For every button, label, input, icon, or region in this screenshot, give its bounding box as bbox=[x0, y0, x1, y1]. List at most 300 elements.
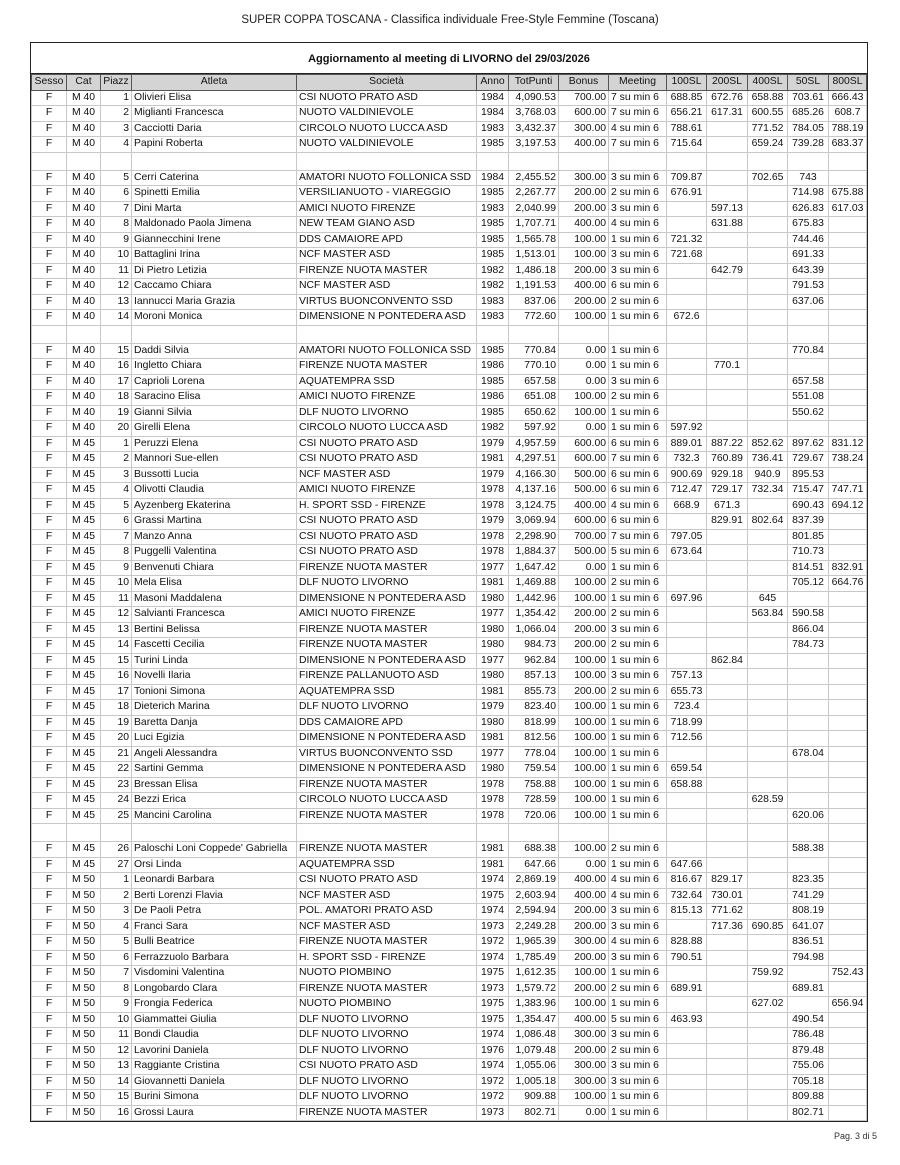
cell-bonus: 100.00 bbox=[559, 762, 609, 778]
cell-meeting: 6 su min 6 bbox=[609, 436, 667, 452]
cell-societa: DLF NUOTO LIVORNO bbox=[297, 1043, 477, 1059]
cell-200sl bbox=[707, 1090, 748, 1106]
cell-meeting: 3 su min 6 bbox=[609, 669, 667, 685]
cell-50sl bbox=[788, 152, 829, 170]
cell-cat: M 45 bbox=[67, 700, 101, 716]
cell-800sl: 666.43 bbox=[829, 90, 867, 106]
cell-totpunti: 1,079.48 bbox=[509, 1043, 559, 1059]
cell-100sl: 658.88 bbox=[667, 777, 707, 793]
cell-anno: 1974 bbox=[477, 904, 509, 920]
cell-800sl bbox=[829, 700, 867, 716]
cell-800sl bbox=[829, 746, 867, 762]
cell-piazz: 22 bbox=[101, 762, 132, 778]
cell-200sl: 862.84 bbox=[707, 653, 748, 669]
cell-societa: NCF MASTER ASD bbox=[297, 919, 477, 935]
cell-50sl: 685.26 bbox=[788, 106, 829, 122]
cell-anno bbox=[477, 325, 509, 343]
cell-societa: FIRENZE NUOTA MASTER bbox=[297, 1105, 477, 1121]
cell-meeting: 1 su min 6 bbox=[609, 232, 667, 248]
cell-societa: AMICI NUOTO FIRENZE bbox=[297, 201, 477, 217]
cell-societa: CSI NUOTO PRATO ASD bbox=[297, 545, 477, 561]
cell-anno: 1980 bbox=[477, 591, 509, 607]
cell-200sl bbox=[707, 1059, 748, 1075]
cell-meeting: 1 su min 6 bbox=[609, 310, 667, 326]
cell-totpunti: 962.84 bbox=[509, 653, 559, 669]
column-header-100sl: 100SL bbox=[667, 75, 707, 91]
cell-anno: 1978 bbox=[477, 777, 509, 793]
cell-anno: 1973 bbox=[477, 981, 509, 997]
cell-200sl bbox=[707, 1074, 748, 1090]
cell-bonus bbox=[559, 152, 609, 170]
cell-200sl bbox=[707, 545, 748, 561]
cell-societa: CSI NUOTO PRATO ASD bbox=[297, 529, 477, 545]
spacer-row bbox=[32, 325, 867, 343]
table-row bbox=[32, 591, 867, 607]
cell-totpunti: 909.88 bbox=[509, 1090, 559, 1106]
cell-400sl bbox=[748, 873, 788, 889]
cell-sesso: F bbox=[32, 263, 67, 279]
cell-200sl: 717.36 bbox=[707, 919, 748, 935]
cell-100sl: 788.61 bbox=[667, 121, 707, 137]
cell-atleta: Giammattei Giulia bbox=[132, 1012, 297, 1028]
table-row bbox=[32, 808, 867, 824]
cell-50sl: 791.53 bbox=[788, 279, 829, 295]
cell-200sl bbox=[707, 607, 748, 623]
cell-societa: AMICI NUOTO FIRENZE bbox=[297, 607, 477, 623]
cell-piazz bbox=[101, 824, 132, 842]
cell-societa: AMICI NUOTO FIRENZE bbox=[297, 483, 477, 499]
cell-atleta: Bertini Belissa bbox=[132, 622, 297, 638]
table-row bbox=[32, 106, 867, 122]
cell-cat: M 40 bbox=[67, 390, 101, 406]
cell-100sl bbox=[667, 1028, 707, 1044]
cell-50sl bbox=[788, 310, 829, 326]
cell-totpunti: 1,785.49 bbox=[509, 950, 559, 966]
cell-sesso: F bbox=[32, 529, 67, 545]
cell-anno: 1977 bbox=[477, 653, 509, 669]
cell-societa: FIRENZE NUOTA MASTER bbox=[297, 359, 477, 375]
cell-piazz: 5 bbox=[101, 935, 132, 951]
cell-bonus: 100.00 bbox=[559, 576, 609, 592]
cell-800sl bbox=[829, 1012, 867, 1028]
cell-atleta: Salvianti Francesca bbox=[132, 607, 297, 623]
table-row bbox=[32, 1028, 867, 1044]
cell-meeting: 7 su min 6 bbox=[609, 137, 667, 153]
cell-anno: 1984 bbox=[477, 170, 509, 186]
cell-societa: NUOTO VALDINIEVOLE bbox=[297, 137, 477, 153]
table-row bbox=[32, 607, 867, 623]
cell-anno: 1972 bbox=[477, 935, 509, 951]
cell-societa: FIRENZE NUOTA MASTER bbox=[297, 638, 477, 654]
cell-sesso: F bbox=[32, 294, 67, 310]
cell-totpunti: 2,040.99 bbox=[509, 201, 559, 217]
header-row bbox=[32, 75, 867, 91]
cell-atleta: Mancini Carolina bbox=[132, 808, 297, 824]
cell-100sl bbox=[667, 607, 707, 623]
cell-200sl: 671.3 bbox=[707, 498, 748, 514]
cell-bonus: 0.00 bbox=[559, 857, 609, 873]
cell-meeting: 1 su min 6 bbox=[609, 762, 667, 778]
cell-atleta: Battaglini Irina bbox=[132, 248, 297, 264]
table-row bbox=[32, 715, 867, 731]
cell-400sl bbox=[748, 405, 788, 421]
cell-piazz: 25 bbox=[101, 808, 132, 824]
cell-totpunti: 728.59 bbox=[509, 793, 559, 809]
cell-anno bbox=[477, 152, 509, 170]
cell-societa: H. SPORT SSD - FIRENZE bbox=[297, 498, 477, 514]
cell-totpunti: 1,965.39 bbox=[509, 935, 559, 951]
cell-sesso: F bbox=[32, 607, 67, 623]
cell-sesso: F bbox=[32, 793, 67, 809]
cell-800sl: 788.19 bbox=[829, 121, 867, 137]
cell-meeting: 1 su min 6 bbox=[609, 700, 667, 716]
table-row bbox=[32, 935, 867, 951]
column-header-sesso: Sesso bbox=[32, 75, 67, 91]
cell-piazz: 15 bbox=[101, 653, 132, 669]
subtitle-prefix: Aggiornamento al meeting di bbox=[308, 53, 463, 65]
cell-cat: M 50 bbox=[67, 1090, 101, 1106]
cell-meeting: 2 su min 6 bbox=[609, 390, 667, 406]
cell-cat: M 45 bbox=[67, 808, 101, 824]
cell-piazz: 7 bbox=[101, 529, 132, 545]
cell-400sl bbox=[748, 1074, 788, 1090]
cell-societa: FIRENZE NUOTA MASTER bbox=[297, 935, 477, 951]
cell-societa: FIRENZE NUOTA MASTER bbox=[297, 622, 477, 638]
cell-societa: AMATORI NUOTO FOLLONICA SSD bbox=[297, 343, 477, 359]
cell-atleta: Girelli Elena bbox=[132, 421, 297, 437]
cell-200sl bbox=[707, 857, 748, 873]
cell-sesso: F bbox=[32, 560, 67, 576]
table-row bbox=[32, 777, 867, 793]
cell-100sl: 697.96 bbox=[667, 591, 707, 607]
cell-50sl bbox=[788, 591, 829, 607]
cell-sesso: F bbox=[32, 622, 67, 638]
cell-800sl bbox=[829, 793, 867, 809]
cell-800sl: 831.12 bbox=[829, 436, 867, 452]
cell-societa: DIMENSIONE N PONTEDERA ASD bbox=[297, 762, 477, 778]
cell-50sl bbox=[788, 700, 829, 716]
cell-200sl bbox=[707, 152, 748, 170]
cell-atleta: Bondi Claudia bbox=[132, 1028, 297, 1044]
cell-50sl: 801.85 bbox=[788, 529, 829, 545]
table-row bbox=[32, 919, 867, 935]
cell-50sl: 897.62 bbox=[788, 436, 829, 452]
cell-atleta: Longobardo Clara bbox=[132, 981, 297, 997]
cell-800sl bbox=[829, 919, 867, 935]
cell-meeting: 1 su min 6 bbox=[609, 1090, 667, 1106]
cell-400sl: 702.65 bbox=[748, 170, 788, 186]
cell-anno: 1981 bbox=[477, 857, 509, 873]
cell-800sl bbox=[829, 374, 867, 390]
cell-400sl: 940.9 bbox=[748, 467, 788, 483]
cell-societa: CSI NUOTO PRATO ASD bbox=[297, 436, 477, 452]
table-row bbox=[32, 888, 867, 904]
cell-800sl bbox=[829, 731, 867, 747]
cell-800sl bbox=[829, 669, 867, 685]
cell-anno: 1972 bbox=[477, 1090, 509, 1106]
cell-200sl bbox=[707, 1043, 748, 1059]
cell-anno: 1973 bbox=[477, 1105, 509, 1121]
cell-atleta: Moroni Monica bbox=[132, 310, 297, 326]
cell-anno: 1978 bbox=[477, 529, 509, 545]
column-header-anno: Anno bbox=[477, 75, 509, 91]
table-row bbox=[32, 467, 867, 483]
cell-meeting: 2 su min 6 bbox=[609, 842, 667, 858]
cell-societa: NCF MASTER ASD bbox=[297, 888, 477, 904]
cell-50sl: 808.19 bbox=[788, 904, 829, 920]
cell-800sl bbox=[829, 170, 867, 186]
cell-piazz: 11 bbox=[101, 1028, 132, 1044]
cell-piazz: 12 bbox=[101, 607, 132, 623]
cell-50sl: 755.06 bbox=[788, 1059, 829, 1075]
cell-meeting: 3 su min 6 bbox=[609, 263, 667, 279]
cell-anno: 1985 bbox=[477, 405, 509, 421]
cell-800sl bbox=[829, 529, 867, 545]
cell-800sl: 738.24 bbox=[829, 452, 867, 468]
cell-societa: NUOTO PIOMBINO bbox=[297, 966, 477, 982]
cell-800sl bbox=[829, 857, 867, 873]
cell-anno: 1980 bbox=[477, 669, 509, 685]
cell-totpunti: 2,249.28 bbox=[509, 919, 559, 935]
cell-sesso: F bbox=[32, 777, 67, 793]
cell-sesso: F bbox=[32, 950, 67, 966]
cell-atleta: Dini Marta bbox=[132, 201, 297, 217]
cell-meeting: 7 su min 6 bbox=[609, 106, 667, 122]
cell-100sl: 715.64 bbox=[667, 137, 707, 153]
cell-200sl bbox=[707, 808, 748, 824]
cell-100sl: 757.13 bbox=[667, 669, 707, 685]
cell-cat: M 40 bbox=[67, 294, 101, 310]
cell-100sl: 709.87 bbox=[667, 170, 707, 186]
document-title: SUPER COPPA TOSCANA - Classifica individuale Free-Style Femmine (Toscana) bbox=[241, 14, 659, 26]
cell-societa: FIRENZE PALLANUOTO ASD bbox=[297, 669, 477, 685]
column-header-800sl: 800SL bbox=[829, 75, 867, 91]
cell-bonus: 200.00 bbox=[559, 919, 609, 935]
cell-200sl bbox=[707, 186, 748, 202]
cell-meeting: 1 su min 6 bbox=[609, 966, 667, 982]
cell-cat: M 40 bbox=[67, 232, 101, 248]
cell-cat: M 40 bbox=[67, 279, 101, 295]
cell-800sl bbox=[829, 217, 867, 233]
cell-totpunti: 650.62 bbox=[509, 405, 559, 421]
cell-sesso: F bbox=[32, 232, 67, 248]
cell-cat: M 45 bbox=[67, 746, 101, 762]
cell-400sl bbox=[748, 981, 788, 997]
cell-200sl bbox=[707, 390, 748, 406]
cell-cat: M 45 bbox=[67, 498, 101, 514]
cell-800sl bbox=[829, 935, 867, 951]
cell-800sl bbox=[829, 421, 867, 437]
cell-400sl bbox=[748, 152, 788, 170]
cell-sesso: F bbox=[32, 669, 67, 685]
cell-piazz: 13 bbox=[101, 294, 132, 310]
cell-totpunti: 2,267.77 bbox=[509, 186, 559, 202]
cell-meeting: 1 su min 6 bbox=[609, 793, 667, 809]
cell-piazz: 8 bbox=[101, 217, 132, 233]
cell-400sl bbox=[748, 684, 788, 700]
cell-totpunti: 855.73 bbox=[509, 684, 559, 700]
cell-atleta: Bussotti Lucia bbox=[132, 467, 297, 483]
cell-sesso: F bbox=[32, 842, 67, 858]
cell-100sl bbox=[667, 294, 707, 310]
cell-atleta: Masoni Maddalena bbox=[132, 591, 297, 607]
cell-200sl bbox=[707, 137, 748, 153]
cell-atleta: Leonardi Barbara bbox=[132, 873, 297, 889]
cell-200sl bbox=[707, 824, 748, 842]
cell-cat: M 40 bbox=[67, 217, 101, 233]
column-header-400sl: 400SL bbox=[748, 75, 788, 91]
cell-400sl bbox=[748, 325, 788, 343]
cell-atleta: Caccamo Chiara bbox=[132, 279, 297, 295]
cell-societa: NUOTO PIOMBINO bbox=[297, 997, 477, 1013]
cell-cat bbox=[67, 325, 101, 343]
cell-800sl bbox=[829, 1090, 867, 1106]
cell-400sl bbox=[748, 777, 788, 793]
cell-sesso: F bbox=[32, 638, 67, 654]
cell-200sl bbox=[707, 777, 748, 793]
cell-piazz: 16 bbox=[101, 1105, 132, 1121]
cell-50sl: 823.35 bbox=[788, 873, 829, 889]
cell-100sl bbox=[667, 201, 707, 217]
cell-piazz: 8 bbox=[101, 981, 132, 997]
cell-50sl bbox=[788, 421, 829, 437]
cell-meeting: 1 su min 6 bbox=[609, 591, 667, 607]
table-row bbox=[32, 529, 867, 545]
table-row bbox=[32, 1105, 867, 1121]
cell-piazz: 16 bbox=[101, 669, 132, 685]
table-row bbox=[32, 137, 867, 153]
cell-cat: M 45 bbox=[67, 483, 101, 499]
cell-atleta: Sartini Gemma bbox=[132, 762, 297, 778]
cell-sesso: F bbox=[32, 436, 67, 452]
cell-bonus: 500.00 bbox=[559, 483, 609, 499]
cell-sesso: F bbox=[32, 653, 67, 669]
cell-100sl: 712.47 bbox=[667, 483, 707, 499]
cell-sesso: F bbox=[32, 981, 67, 997]
cell-totpunti: 1,469.88 bbox=[509, 576, 559, 592]
cell-anno: 1986 bbox=[477, 390, 509, 406]
table-row bbox=[32, 279, 867, 295]
cell-400sl: 600.55 bbox=[748, 106, 788, 122]
cell-cat: M 40 bbox=[67, 343, 101, 359]
cell-50sl: 814.51 bbox=[788, 560, 829, 576]
cell-meeting: 3 su min 6 bbox=[609, 248, 667, 264]
cell-anno: 1978 bbox=[477, 545, 509, 561]
cell-50sl: 551.08 bbox=[788, 390, 829, 406]
cell-anno: 1979 bbox=[477, 700, 509, 716]
cell-bonus: 600.00 bbox=[559, 452, 609, 468]
cell-cat: M 40 bbox=[67, 374, 101, 390]
cell-atleta: Saracino Elisa bbox=[132, 390, 297, 406]
cell-atleta: Peruzzi Elena bbox=[132, 436, 297, 452]
cell-meeting: 3 su min 6 bbox=[609, 1059, 667, 1075]
table-row bbox=[32, 421, 867, 437]
cell-meeting: 6 su min 6 bbox=[609, 279, 667, 295]
cell-50sl bbox=[788, 325, 829, 343]
cell-totpunti: 3,432.37 bbox=[509, 121, 559, 137]
cell-totpunti: 1,442.96 bbox=[509, 591, 559, 607]
cell-meeting: 7 su min 6 bbox=[609, 529, 667, 545]
cell-400sl bbox=[748, 263, 788, 279]
cell-400sl: 732.34 bbox=[748, 483, 788, 499]
cell-anno: 1981 bbox=[477, 684, 509, 700]
cell-atleta: Burini Simona bbox=[132, 1090, 297, 1106]
cell-50sl bbox=[788, 684, 829, 700]
table-row bbox=[32, 950, 867, 966]
cell-50sl: 626.83 bbox=[788, 201, 829, 217]
cell-200sl bbox=[707, 700, 748, 716]
table-row bbox=[32, 981, 867, 997]
cell-100sl bbox=[667, 919, 707, 935]
cell-cat: M 45 bbox=[67, 545, 101, 561]
cell-totpunti: 597.92 bbox=[509, 421, 559, 437]
cell-meeting: 7 su min 6 bbox=[609, 90, 667, 106]
cell-sesso: F bbox=[32, 405, 67, 421]
cell-societa: FIRENZE NUOTA MASTER bbox=[297, 560, 477, 576]
cell-piazz: 1 bbox=[101, 873, 132, 889]
cell-400sl bbox=[748, 359, 788, 375]
cell-50sl: 743 bbox=[788, 170, 829, 186]
cell-50sl bbox=[788, 777, 829, 793]
cell-800sl bbox=[829, 232, 867, 248]
cell-100sl: 815.13 bbox=[667, 904, 707, 920]
cell-100sl: 712.56 bbox=[667, 731, 707, 747]
cell-anno: 1978 bbox=[477, 793, 509, 809]
cell-200sl bbox=[707, 684, 748, 700]
cell-800sl bbox=[829, 310, 867, 326]
cell-bonus: 200.00 bbox=[559, 607, 609, 623]
cell-atleta: Paloschi Loni Coppede' Gabriella bbox=[132, 842, 297, 858]
cell-societa: NCF MASTER ASD bbox=[297, 279, 477, 295]
column-header-200sl: 200SL bbox=[707, 75, 748, 91]
cell-societa: FIRENZE NUOTA MASTER bbox=[297, 777, 477, 793]
cell-cat: M 40 bbox=[67, 201, 101, 217]
table-row bbox=[32, 186, 867, 202]
table-row bbox=[32, 170, 867, 186]
cell-400sl bbox=[748, 310, 788, 326]
cell-bonus: 100.00 bbox=[559, 248, 609, 264]
cell-800sl bbox=[829, 514, 867, 530]
cell-anno: 1985 bbox=[477, 137, 509, 153]
table-row bbox=[32, 684, 867, 700]
cell-200sl: 760.89 bbox=[707, 452, 748, 468]
cell-50sl: 739.28 bbox=[788, 137, 829, 153]
cell-societa: AQUATEMPRA SSD bbox=[297, 857, 477, 873]
cell-cat: M 50 bbox=[67, 1105, 101, 1121]
cell-meeting: 6 su min 6 bbox=[609, 514, 667, 530]
table-row bbox=[32, 638, 867, 654]
cell-bonus: 200.00 bbox=[559, 186, 609, 202]
cell-meeting: 4 su min 6 bbox=[609, 498, 667, 514]
cell-societa: DDS CAMAIORE APD bbox=[297, 232, 477, 248]
table-row bbox=[32, 700, 867, 716]
cell-100sl bbox=[667, 152, 707, 170]
cell-50sl: 620.06 bbox=[788, 808, 829, 824]
cell-cat: M 50 bbox=[67, 997, 101, 1013]
cell-50sl: 705.12 bbox=[788, 576, 829, 592]
cell-anno: 1979 bbox=[477, 467, 509, 483]
cell-50sl: 744.46 bbox=[788, 232, 829, 248]
cell-anno: 1973 bbox=[477, 919, 509, 935]
cell-anno: 1975 bbox=[477, 966, 509, 982]
cell-800sl bbox=[829, 824, 867, 842]
cell-sesso: F bbox=[32, 248, 67, 264]
cell-800sl bbox=[829, 904, 867, 920]
cell-meeting: 1 su min 6 bbox=[609, 653, 667, 669]
cell-100sl: 828.88 bbox=[667, 935, 707, 951]
cell-400sl bbox=[748, 1028, 788, 1044]
cell-400sl bbox=[748, 622, 788, 638]
